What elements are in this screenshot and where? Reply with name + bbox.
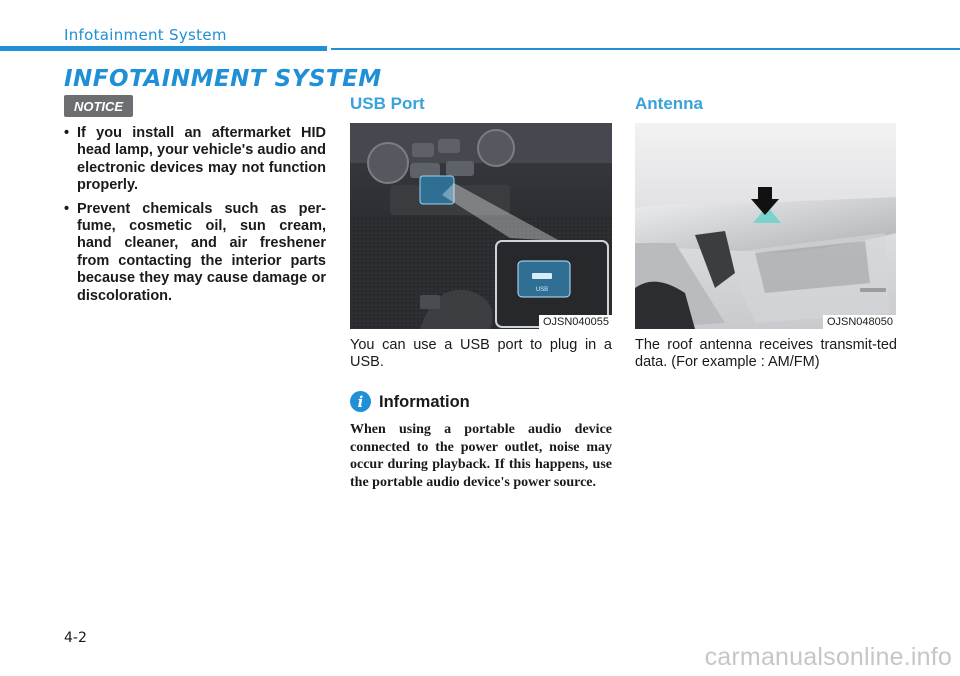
usb-port-photo bbox=[350, 123, 612, 329]
notice-item bbox=[64, 125, 326, 195]
bullet: • bbox=[64, 125, 70, 141]
antenna-photo bbox=[635, 123, 896, 329]
usb-port-description: You can use a USB port to plug in a USB. bbox=[350, 337, 612, 370]
usb-port-illustration bbox=[350, 123, 612, 329]
notice-badge: NOTICE bbox=[64, 95, 133, 117]
notice-item-text: If you install an aftermarket HID head lamp, your vehicle's audio and electronic devices may not function properly. bbox=[77, 125, 326, 194]
info-icon: i bbox=[350, 391, 371, 412]
section-title: INFOTAINMENT SYSTEM bbox=[64, 66, 382, 92]
notice-list bbox=[64, 125, 326, 311]
bullet: • bbox=[64, 200, 70, 217]
chapter-header: Infotainment System bbox=[64, 26, 227, 44]
notice-item bbox=[64, 201, 326, 305]
usb-port-label: USB bbox=[535, 287, 549, 293]
antenna-description: The roof antenna receives transmit-ted data. (For example : AM/FM) bbox=[635, 337, 897, 370]
watermark: carmanualsonline.info bbox=[704, 643, 952, 671]
info-title: Information bbox=[379, 393, 470, 411]
antenna-illustration bbox=[635, 123, 896, 329]
usb-port-title: USB Port bbox=[350, 94, 425, 113]
notice-item-text: Prevent chemicals such as per-fume, cosmetic oil, sun cream, hand cleaner, and air freshener from contacting the interior parts because they may cause damage or discoloration. bbox=[77, 200, 326, 304]
header-rule-thin bbox=[331, 48, 960, 50]
header-rule-thick bbox=[0, 46, 327, 51]
page-number: 4-2 bbox=[64, 630, 87, 646]
antenna-image-code: OJSN048050 bbox=[823, 315, 896, 329]
info-text: When using a portable audio device connected to the power outlet, noise may occur during playback. If this happens, use the portable audio device's power source. bbox=[350, 422, 612, 490]
usb-image-code: OJSN040055 bbox=[539, 315, 612, 329]
antenna-title: Antenna bbox=[635, 94, 703, 113]
